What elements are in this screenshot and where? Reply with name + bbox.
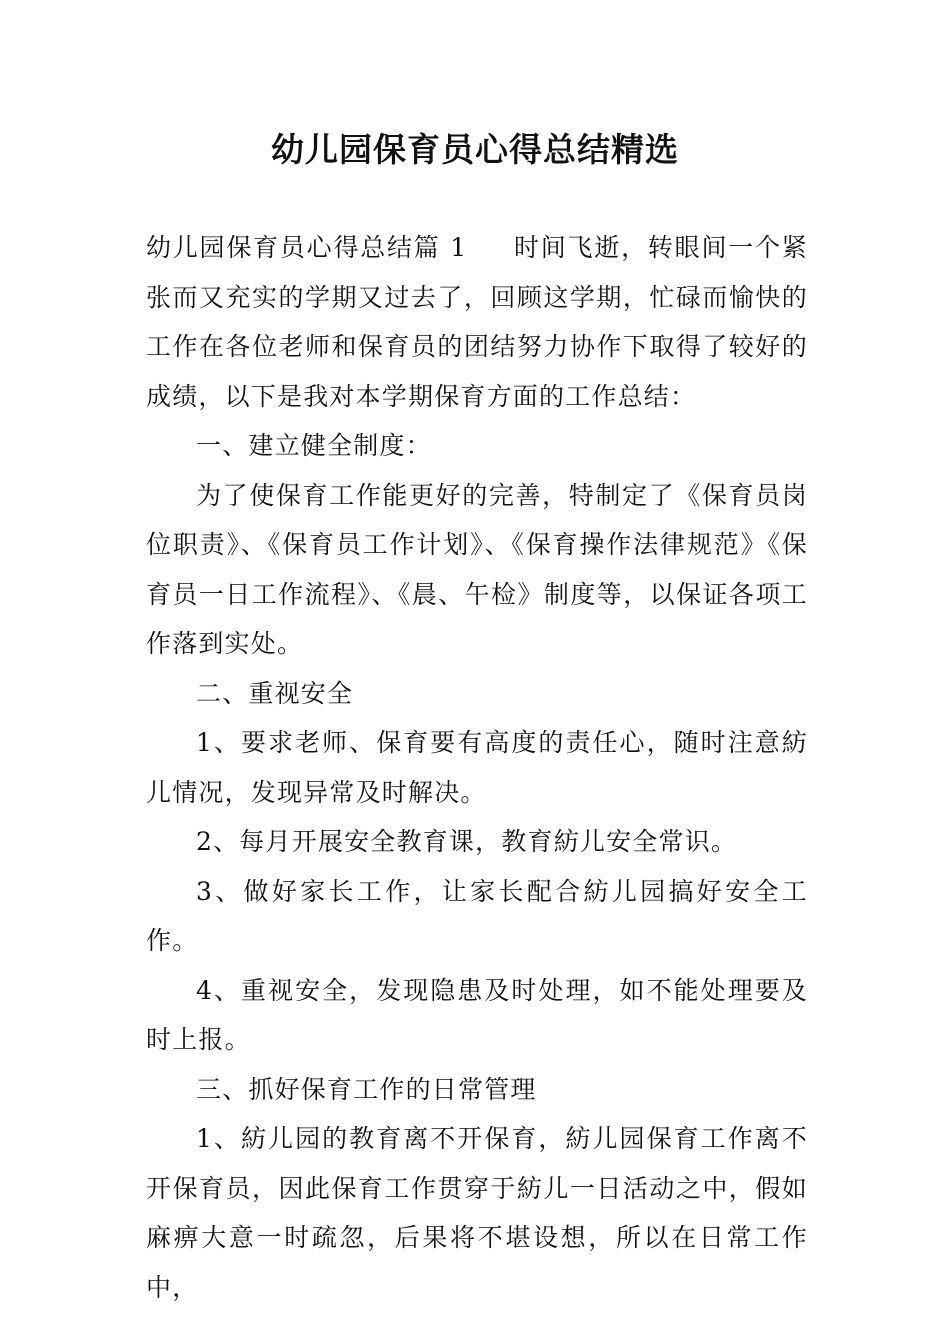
intro-paragraph <box>146 223 808 421</box>
paragraph-system: 为了使保育工作能更好的完善，特制定了《保育员岗位职责》、《保育员工作计划》、《保育操作法律规范》《保育员一日工作流程》、《晨、午检》制度等，以保证各项工作落到实处。 <box>146 480 808 658</box>
heading-safety: 二、重视安全 <box>196 678 354 708</box>
section-label: 幼儿园保育员心得总结篇 1 <box>146 233 468 262</box>
document-body <box>146 223 808 1312</box>
paragraph-safety-4: 4、重视安全，发现隐患及时处理，如不能处理要及时上报。 <box>146 975 808 1054</box>
paragraph-safety-3: 3、做好家长工作，让家长配合紡儿园搞好安全工作。 <box>146 876 808 955</box>
paragraph-safety-2: 2、每月开展安全教育课，教育紡儿安全常识。 <box>196 827 738 856</box>
heading-system: 一、建立健全制度： <box>196 431 432 460</box>
intro-text: 时间飞逝，转眼间一个紧张而又充实的学期又过去了，回顾这学期，忙碌而愉快的工作在各位老师和保育员的团结努力协作下取得了较好的成绩，以下是我对本学期保育方面的工作总结： <box>146 233 808 411</box>
heading-daily-management: 三、抓好保育工作的日常管理 <box>196 1074 537 1104</box>
paragraph-safety-1: 1、要求老师、保育要有高度的责任心，随时注意紡儿情况，发现异常及时解决。 <box>146 728 808 807</box>
document-title: 幼儿园保育员心得总结精选 <box>271 130 679 169</box>
paragraph-daily-management-1: 1、紡儿园的教育离不开保育，紡儿园保育工作离不开保育员，因此保育工作贯穿于紡儿一日活动之中，假如麻痹大意一时疏忽，后果将不堪设想，所以在日常工作中， <box>146 1124 808 1302</box>
